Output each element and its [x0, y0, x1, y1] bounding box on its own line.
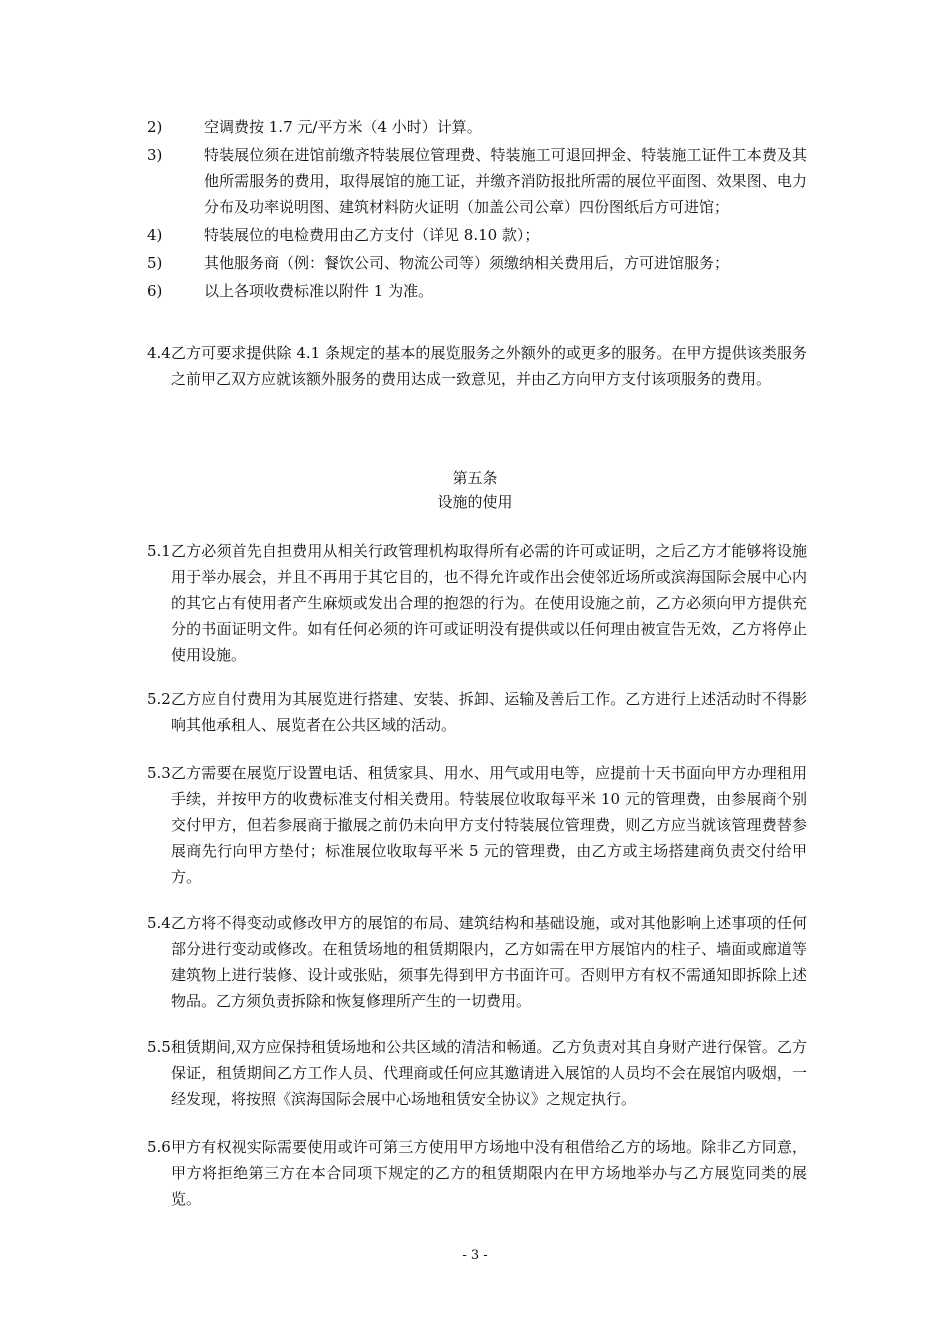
clause-text: 租赁期间,双方应保持租赁场地和公共区域的清洁和畅通。乙方负责对其自身财产进行保管。乙方保证，租赁期间乙方工作人员、代理商或任何应其邀请进入展馆的人员均不会在展馆内吸烟，一经发现，将按照《滨海国际会展中心场地租赁安全协议》之规定执行。	[171, 1038, 807, 1108]
clause-number: 5.4	[147, 914, 171, 932]
clause-5-1	[147, 538, 807, 668]
clause-number: 5.2	[147, 690, 171, 708]
list-item	[147, 278, 807, 304]
list-item	[147, 142, 807, 220]
clause-5-2	[147, 686, 807, 738]
list-item-text: 其他服务商（例：餐饮公司、物流公司等）须缴纳相关费用后，方可进馆服务；	[204, 254, 730, 272]
clause-text: 乙方需要在展览厅设置电话、租赁家具、用水、用气或用电等，应提前十天书面向甲方办理租用手续，并按甲方的收费标准支付相关费用。特装展位收取每平米 10 元的管理费，由参展商个别交付甲方，但若参展商于撤展之前仍未向甲方支付特装展位管理费，则乙方应当就该管理费替参展商先行向甲方垫付；标准展位收取每平米 5 元的管理费，由乙方或主场搭建商负责交付给甲方。	[171, 764, 807, 886]
article-title: 设施的使用	[437, 493, 513, 511]
list-item	[147, 250, 807, 276]
clause-5-4	[147, 910, 807, 1014]
page-number: - 3 -	[462, 1248, 488, 1263]
article-number: 第五条	[452, 469, 498, 487]
list-item-text: 特装展位的电检费用由乙方支付（详见 8.10 款）；	[204, 226, 540, 244]
list-item	[147, 222, 807, 248]
list-item-text: 以上各项收费标准以附件 1 为准。	[204, 282, 434, 300]
clause-text: 乙方必须首先自担费用从相关行政管理机构取得所有必需的许可或证明，之后乙方才能够将设施用于举办展会，并且不再用于其它目的，也不得允许或作出会使邻近场所或滨海国际会展中心内的其它占有使用者产生麻烦或发出合理的抱怨的行为。在使用设施之前，乙方必须向甲方提供充分的书面证明文件。如有任何必须的许可或证明没有提供或以任何理由被宣告无效，乙方将停止使用设施。	[171, 542, 807, 664]
clause-5-5	[147, 1034, 807, 1112]
list-item-number: 5)	[147, 254, 163, 272]
clause-4-4	[147, 340, 807, 392]
list-item-text: 空调费按 1.7 元/平方米（4 小时）计算。	[204, 118, 482, 136]
clause-text: 乙方将不得变动或修改甲方的展馆的布局、建筑结构和基础设施，或对其他影响上述事项的任何部分进行变动或修改。在租赁场地的租赁期限内，乙方如需在甲方展馆内的柱子、墙面或廊道等建筑物上进行装修、设计或张贴，须事先得到甲方书面许可。否则甲方有权不需通知即拆除上述物品。乙方须负责拆除和恢复修理所产生的一切费用。	[171, 914, 807, 1010]
fee-sub-list	[147, 114, 807, 306]
clause-text: 乙方应自付费用为其展览进行搭建、安装、拆卸、运输及善后工作。乙方进行上述活动时不得影响其他承租人、展览者在公共区域的活动。	[171, 690, 807, 734]
list-item	[147, 114, 807, 140]
clause-text: 甲方有权视实际需要使用或许可第三方使用甲方场地中没有租借给乙方的场地。除非乙方同意，甲方将拒绝第三方在本合同项下规定的乙方的租赁期限内在甲方场地举办与乙方展览同类的展览。	[171, 1138, 807, 1208]
clause-text: 乙方可要求提供除 4.1 条规定的基本的展览服务之外额外的或更多的服务。在甲方提供该类服务之前甲乙双方应就该额外服务的费用达成一致意见，并由乙方向甲方支付该项服务的费用。	[171, 344, 807, 388]
clause-number: 5.3	[147, 764, 171, 782]
clause-number: 4.4	[147, 344, 171, 362]
clause-number: 5.6	[147, 1138, 171, 1156]
clause-number: 5.5	[147, 1038, 171, 1056]
clause-5-6	[147, 1134, 807, 1212]
list-item-number: 3)	[147, 146, 163, 164]
clause-number: 5.1	[147, 542, 171, 560]
list-item-number: 4)	[147, 226, 163, 244]
list-item-text: 特装展位须在进馆前缴齐特装展位管理费、特装施工可退回押金、特装施工证件工本费及其他所需服务的费用，取得展馆的施工证，并缴齐消防报批所需的展位平面图、效果图、电力分布及功率说明图、建筑材料防火证明（加盖公司公章）四份图纸后方可进馆；	[204, 146, 807, 216]
list-item-number: 2)	[147, 118, 163, 136]
clause-5-3	[147, 760, 807, 890]
list-item-number: 6)	[147, 282, 163, 300]
